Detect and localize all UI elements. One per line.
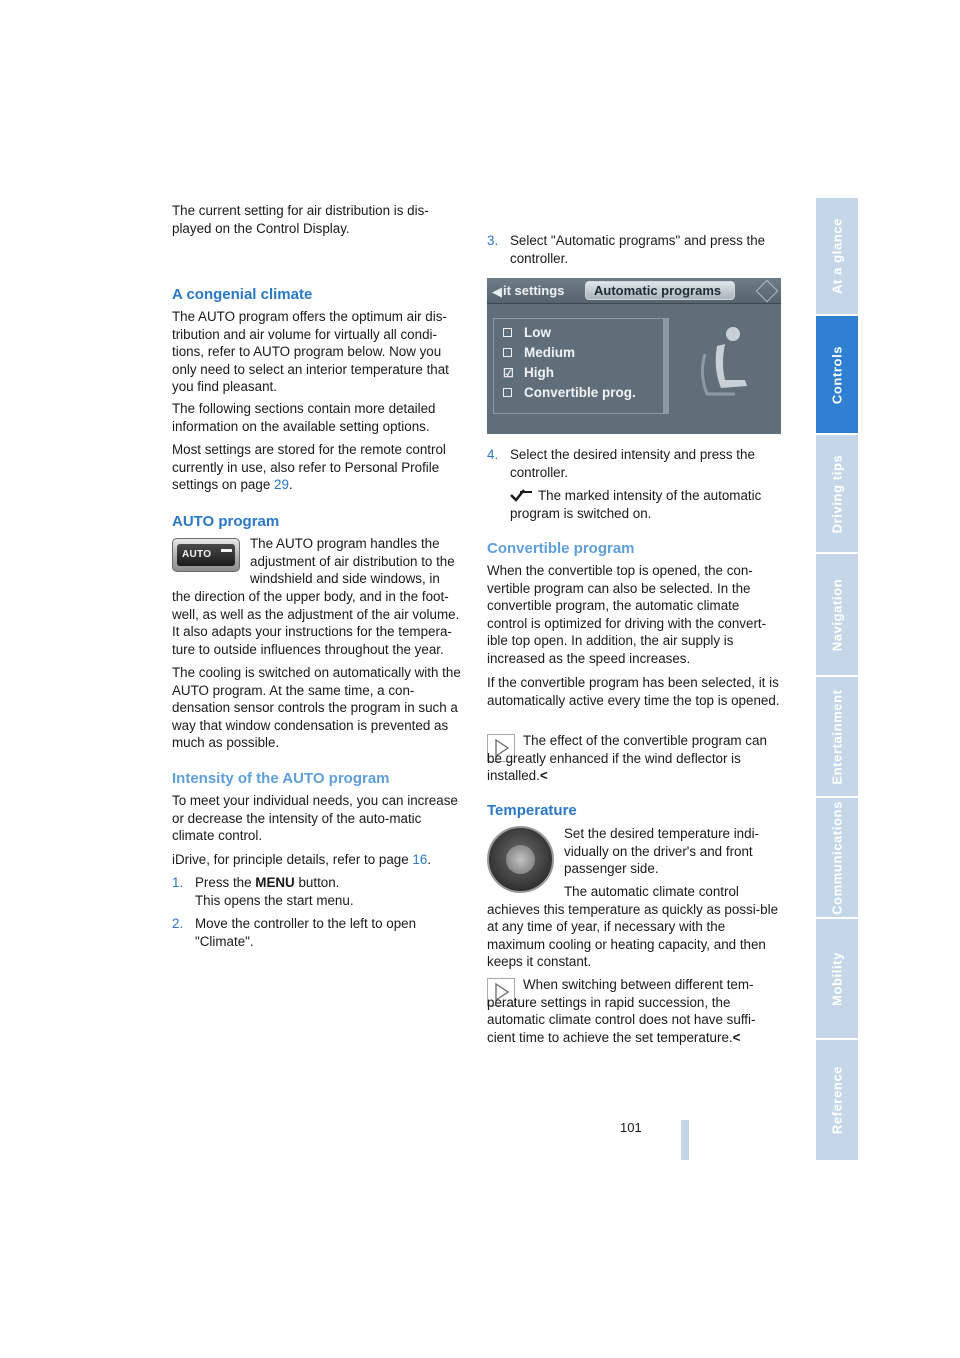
screen-tab-automatic-programs: Automatic programs	[585, 281, 735, 300]
congenial-paragraph-2: The following sections contain more detailed information on the available setting options.	[172, 401, 436, 434]
note-rapid-switching: When switching between different tem-perature settings in rapid succession, the automatic climate control does not have suffi-cient time to achieve the set temperature.<	[487, 977, 756, 1045]
tab-mobility[interactable]: Mobility	[816, 919, 858, 1038]
tab-driving-tips[interactable]: Driving tips	[816, 435, 858, 552]
heading-temperature: Temperature	[487, 802, 577, 819]
heading-intensity: Intensity of the AUTO program	[172, 770, 390, 787]
step-2: 2. Move the controller to the left to open "Climate".	[172, 916, 417, 949]
menu-button-label: MENU	[255, 875, 295, 890]
option-convertible: Convertible prog.	[503, 384, 636, 402]
option-high: ☑ High	[503, 364, 554, 383]
tab-reference[interactable]: Reference	[816, 1040, 858, 1160]
congenial-paragraph-1: The AUTO program offers the optimum air dis-tribution and air volume for virtually all condi-tions, refer to AUTO program below. Now you only need to select an interior temperature that you find pleasant.	[172, 309, 449, 395]
auto-button-label: AUTO	[182, 549, 212, 560]
tab-navigation[interactable]: Navigation	[816, 554, 858, 675]
temperature-paragraph-2: The automatic climate control achieves this temperature as quickly as possi-ble at any time of year, if necessary with the maximum cooling or heating capacity, and then keeps it constant.	[487, 884, 779, 970]
heading-convertible-program: Convertible program	[487, 540, 635, 557]
page-number: 101	[620, 1120, 642, 1135]
auto-paragraph-1-lead: The AUTO program handles the adjustment of air distribution to the windshield and side windows, in	[250, 536, 455, 587]
seat-passenger-icon	[695, 324, 755, 404]
indicator-led-icon	[221, 549, 232, 552]
convertible-paragraph-2: If the convertible program has been selected, it is automatically active every time the top is opened.	[487, 675, 780, 708]
note-wind-deflector: The effect of the convertible program can be greatly enhanced if the wind deflector is installed.<	[487, 733, 767, 784]
auto-paragraph-2: The cooling is switched on automatically with the AUTO program. At the same time, a con-densation sensor controls the program in such a way that window condensation is prevented as much as possible.	[172, 665, 461, 751]
back-arrow-icon: ◀	[492, 284, 502, 299]
intensity-paragraph-1: To meet your individual needs, you can increase or decrease the intensity of the auto-matic climate control.	[172, 793, 458, 844]
step-3: 3. Select "Automatic programs" and press the controller.	[487, 233, 766, 266]
checkmark-icon: ☑	[503, 366, 514, 380]
screen-tab-settings: it settings	[503, 283, 565, 298]
option-low: Low	[503, 324, 551, 342]
tab-controls[interactable]: Controls	[816, 316, 858, 433]
tab-entertainment[interactable]: Entertainment	[816, 677, 858, 796]
auto-button-image	[172, 538, 240, 572]
control-display-screenshot	[487, 278, 781, 434]
intensity-paragraph-2: iDrive, for principle details, refer to page 16.	[172, 852, 432, 867]
tab-communications[interactable]: Communications	[816, 798, 858, 917]
option-medium: Medium	[503, 344, 575, 362]
chapter-tabs	[816, 198, 858, 1160]
tab-at-a-glance[interactable]: At a glance	[816, 198, 858, 314]
step-4: 4. Select the desired intensity and press the controller.	[487, 447, 755, 480]
heading-auto-program: AUTO program	[172, 513, 280, 530]
step-4-note: The marked intensity of the automatic program is switched on.	[510, 488, 762, 521]
page-number-bar	[681, 1120, 689, 1160]
heading-congenial-climate: A congenial climate	[172, 286, 313, 303]
temperature-paragraph-1: Set the desired temperature indi-vidually on the driver's and front passenger side.	[564, 826, 760, 877]
congenial-paragraph-3: Most settings are stored for the remote control currently in use, also refer to Personal Profile settings on page 29.	[172, 442, 446, 493]
step-1: 1. Press the MENU button. This opens the start menu.	[172, 875, 354, 908]
auto-paragraph-1-rest: the direction of the upper body, and in the foot-well, as well as the adjustment of the air volume. It also adapts your instructions for the tempera-ture to outside influences throughout the year.	[172, 589, 460, 657]
page-link-16[interactable]: 16	[412, 852, 428, 867]
page-link-29[interactable]: 29	[274, 477, 289, 493]
checkmark-icon	[510, 488, 534, 502]
convertible-paragraph-1: When the convertible top is opened, the con-vertible program can also be selected. In the convertible program, the automatic climate control is optimized for driving with the convert-ible top open. In addition, the air supply is increased as the speed increases.	[487, 563, 767, 666]
intro-paragraph: The current setting for air distribution is dis-played on the Control Display.	[172, 203, 429, 236]
